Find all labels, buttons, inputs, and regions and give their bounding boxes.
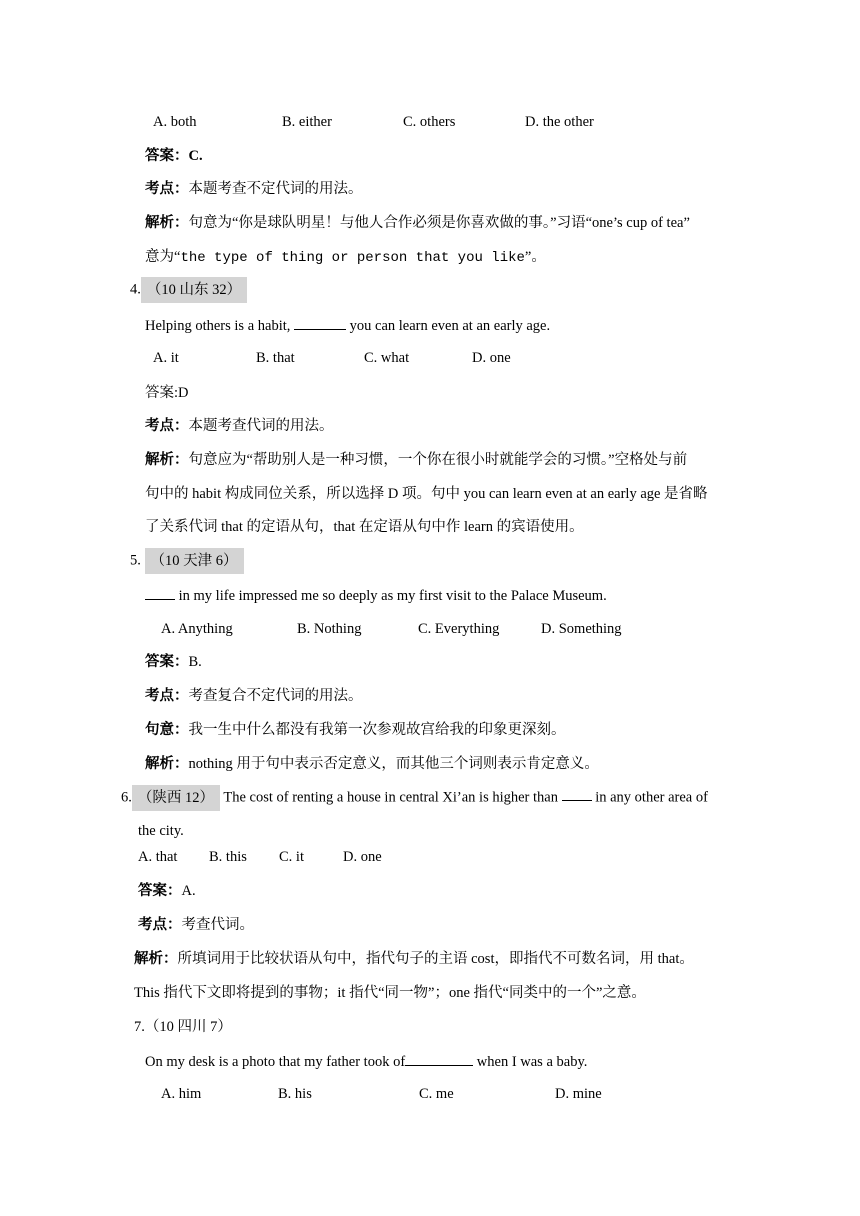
question-number: 5. (130, 552, 141, 569)
q5-option-c: C. Everything (418, 621, 500, 637)
q5-header (130, 548, 244, 574)
q3-option-b: B. either (282, 114, 332, 130)
source-tag: （10 山东 32） (141, 277, 247, 303)
analysis-mono-text: the type of thing or person that you like (180, 250, 525, 266)
q5-answer (145, 652, 202, 672)
question-number: 4. (130, 281, 141, 298)
meaning-label: 句意： (145, 722, 189, 738)
analysis-text: 句意应为“帮助别人是一种习惯，一个你在很小时就能学会的习惯。”空格处与前 (188, 452, 688, 468)
q5-option-b: B. Nothing (297, 621, 362, 637)
analysis-suffix: ”。 (524, 249, 546, 265)
analysis-label: 解析： (145, 215, 189, 231)
q3-option-c: C. others (403, 114, 456, 130)
stem-after: when I was a baby. (473, 1054, 588, 1070)
analysis-label: 解析： (134, 951, 178, 967)
q6-stem-line2: the city. (138, 823, 184, 839)
q7-option-c: C. me (419, 1086, 454, 1102)
analysis-label: 解析： (145, 756, 189, 772)
q3-analysis-line1 (145, 213, 690, 233)
q3-answer (145, 146, 203, 166)
question-number: 6. (121, 789, 132, 806)
stem-after: in any other area of (591, 789, 708, 806)
q7-option-b: B. his (278, 1086, 312, 1102)
stem-before: The cost of renting a house in central Xi’an is higher than (220, 789, 562, 806)
q4-option-c: C. what (364, 350, 410, 366)
q5-meaning (145, 720, 566, 740)
q5-option-a: A. Anything (161, 621, 233, 637)
q7-header: 7.（10 四川 7） (134, 1019, 232, 1035)
q3-option-d: D. the other (525, 114, 594, 130)
q4-point (145, 416, 334, 436)
q5-point (145, 686, 363, 706)
answer-value: C. (188, 148, 203, 164)
analysis-text: 句意为“你是球队明星！与他人合作必须是你喜欢做的事。”习语“one’s cup of tea” (188, 215, 690, 231)
answer-label: 答案： (145, 148, 189, 164)
answer-value: B. (188, 654, 202, 670)
q7-option-d: D. mine (555, 1086, 602, 1102)
answer-value: A. (181, 883, 196, 899)
stem-after: you can learn even at an early age. (346, 318, 551, 334)
q3-analysis-line2 (145, 247, 546, 268)
q3-point (145, 179, 363, 199)
blank (562, 786, 592, 801)
q4-analysis-line2: 句中的 habit 构成同位关系，所以选择 D 项。句中 you can learn even at an early age 是省略 (145, 486, 708, 502)
point-label: 考点： (145, 418, 189, 434)
q6-stem-line1 (121, 785, 708, 811)
blank (294, 315, 346, 330)
q4-analysis-line3: 了关系代词 that 的定语从句，that 在定语从句中作 learn 的宾语使用。 (145, 519, 584, 535)
stem-before: Helping others is a habit, (145, 318, 295, 334)
analysis-text: nothing 用于句中表示否定意义，而其他三个词则表示肯定意义。 (188, 756, 599, 772)
q4-header (130, 277, 247, 303)
point-text: 考查复合不定代词的用法。 (188, 688, 363, 704)
q5-analysis (145, 754, 599, 774)
blank (145, 585, 175, 600)
analysis-prefix: 意为“ (145, 249, 181, 265)
q6-option-a: A. that (138, 849, 178, 865)
stem-before: On my desk is a photo that my father took of (145, 1054, 406, 1070)
q7-stem (145, 1051, 587, 1072)
q6-answer (138, 881, 196, 901)
answer-label: 答案： (145, 654, 189, 670)
q6-option-d: D. one (343, 849, 382, 865)
stem-after: in my life impressed me so deeply as my first visit to the Palace Museum. (175, 588, 607, 604)
q4-option-a: A. it (153, 350, 179, 366)
q4-option-d: D. one (472, 350, 511, 366)
blank (405, 1051, 473, 1066)
point-text: 本题考查代词的用法。 (188, 418, 334, 434)
source-tag: （10 天津 6） (145, 548, 244, 574)
point-label: 考点： (138, 917, 182, 933)
point-label: 考点： (145, 688, 189, 704)
analysis-text: 所填词用于比较状语从句中，指代句子的主语 cost，即指代不可数名词，用 that。 (177, 951, 694, 967)
q4-stem (145, 315, 550, 336)
point-text: 考查代词。 (181, 917, 254, 933)
q4-analysis-line1 (145, 450, 687, 470)
q6-option-b: B. this (209, 849, 247, 865)
q4-answer: 答案:D (145, 385, 189, 401)
q4-option-b: B. that (256, 350, 295, 366)
answer-label: 答案： (138, 883, 182, 899)
q5-stem (145, 585, 607, 606)
point-label: 考点： (145, 181, 189, 197)
point-text: 本题考查不定代词的用法。 (188, 181, 363, 197)
analysis-label: 解析： (145, 452, 189, 468)
q3-option-a: A. both (153, 114, 197, 130)
q6-point (138, 915, 254, 935)
meaning-text: 我一生中什么都没有我第一次参观故宫给我的印象更深刻。 (188, 722, 566, 738)
q6-analysis-line1 (134, 949, 694, 969)
q6-option-c: C. it (279, 849, 304, 865)
q6-analysis-line2: This 指代下文即将提到的事物；it 指代“同一物”；one 指代“同类中的一个”之意。 (134, 985, 646, 1001)
q5-option-d: D. Something (541, 621, 622, 637)
q7-option-a: A. him (161, 1086, 202, 1102)
source-tag: （陕西 12） (132, 785, 220, 811)
